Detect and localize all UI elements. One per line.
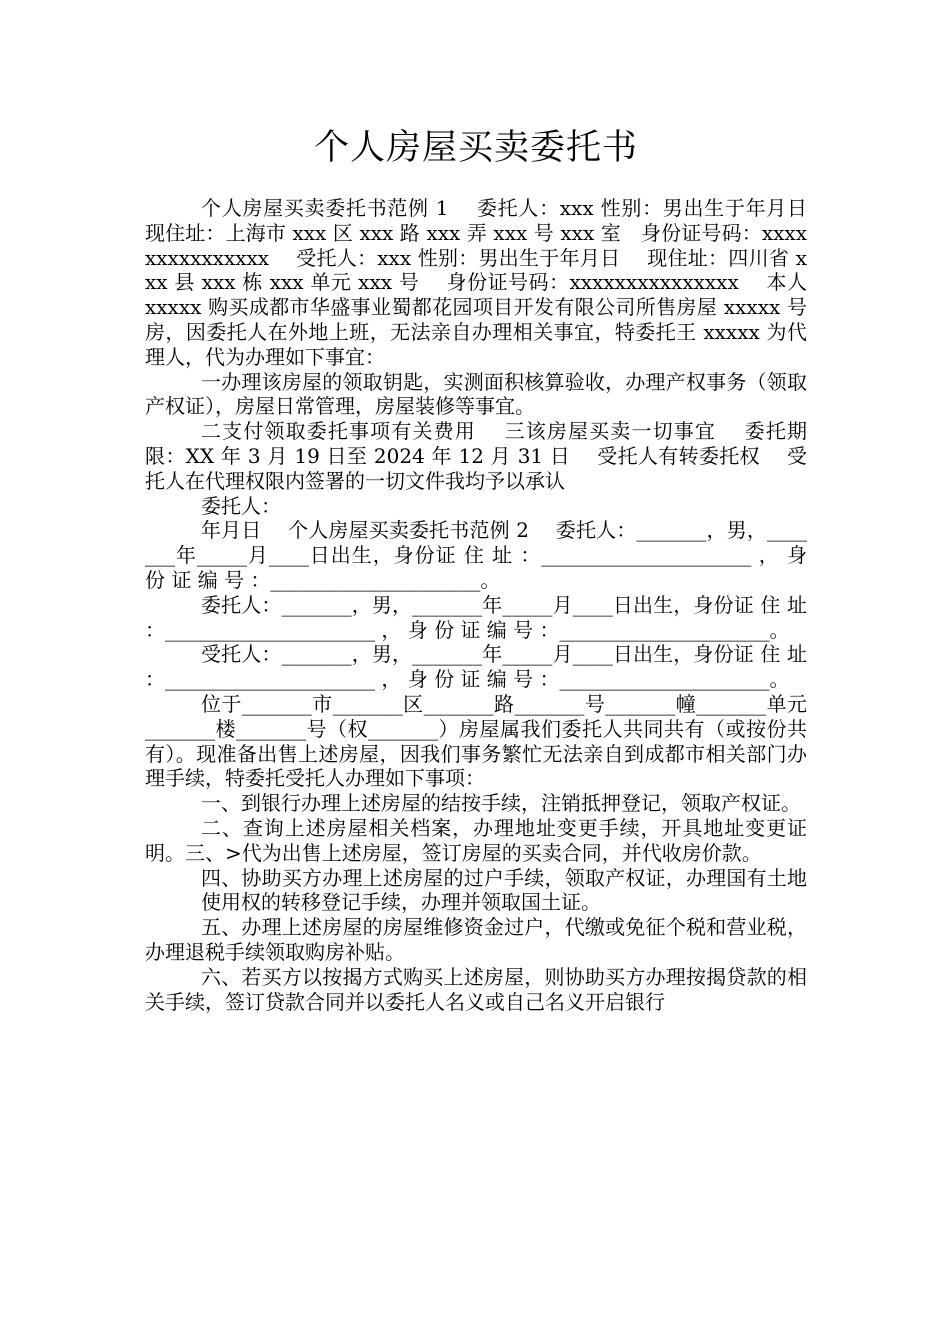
document-title: 个人房屋买卖委托书 [313, 128, 638, 168]
paragraph-item-1: 一办理该房屋的领取钥匙，实测面积核算验收，办理产权事务（领取产权证），房屋日常管理，房屋装修等事宜。 [145, 369, 807, 419]
paragraph-matter-4: 四、协助买方办理上述房屋的过户手续，领取产权证，办理国有土地使用权的转移登记手续，办理并领取国土证。 [201, 865, 807, 915]
paragraph-example-2-principal: 年月日 个人房屋买卖委托书范例 2 委托人：_______，男，_______年_____月____日出生，身份证 住 址 ：_____________________ ， 身 份 证 编 号 ：_____________________。 [145, 518, 807, 592]
paragraph-item-2-3: 二支付领取委托事项有关费用 三该房屋买卖一切事宜 委托期限：XX 年 3 月 19 日至 2024 年 12 月 31 日 受托人有转委托权 受托人在代理权限内签署的一切文件我均予以承认 [145, 419, 807, 493]
paragraph-matter-5: 五、办理上述房屋的房屋维修资金过户，代缴或免征个税和营业税，办理退税手续领取购房补贴。 [145, 915, 807, 964]
document-page [145, 118, 834, 1014]
paragraph-signatory: 委托人： [201, 493, 281, 518]
paragraph-agent: 受托人：_______，男，_______年_____月____日出生，身份证 住 址 ：_____________________ ， 身 份 证 编 号 ：_____________________。 [145, 642, 807, 692]
paragraph-matter-1: 一、到银行办理上述房屋的结按手续，注销抵押登记，领取产权证。 [201, 791, 801, 816]
paragraph-matter-6: 六、若买方以按揭方式购买上述房屋，则协助买方办理按揭贷款的相关手续，签订贷款合同并以委托人名义或自己名义开启银行 [145, 964, 807, 1014]
paragraph-example-1-intro: 个人房屋买卖委托书范例 1 委托人：xxx 性别：男出生于年月日 现住址：上海市 xxx 区 xxx 路 xxx 弄 xxx 号 xxx 室 身份证号码：xxxxxxxxxxxxxxx 受托人：xxx 性别：男出生于年月日 现住址：四川省 xxx 县 xxx 栋 xxx 单元 xxx 号 身份证号码：xxxxxxxxxxxxxxx 本人 xxxxx 购买成都市华盛事业蜀都花园项目开发有限公司所售房屋 xxxxx 号房，因委托人在外地上班，无法亲自办理相关事宜，特委托王 xxxxx 为代理人，代为办理如下事宜： [145, 196, 834, 369]
paragraph-matter-2-3: 二、查询上述房屋相关档案，办理地址变更手续，开具地址变更证明。三、>代为出售上述房屋，签订房屋的买卖合同，并代收房价款。 [145, 815, 807, 865]
paragraph-property-location: 位于_______市_______区_______路_______号_______幢_______单元_______楼_______号（权_______）房屋属我们委托人共同共有（或按份共有）。现准备出售上述房屋，因我们事务繁忙无法亲自到成都市相关部门办理手续，特委托受托人办理如下事项： [145, 691, 807, 791]
paragraph-principal-2: 委托人：_______，男，_______年_____月____日出生，身份证 住 址 ：_____________________ ， 身 份 证 编 号 ：_____________________。 [145, 592, 807, 642]
